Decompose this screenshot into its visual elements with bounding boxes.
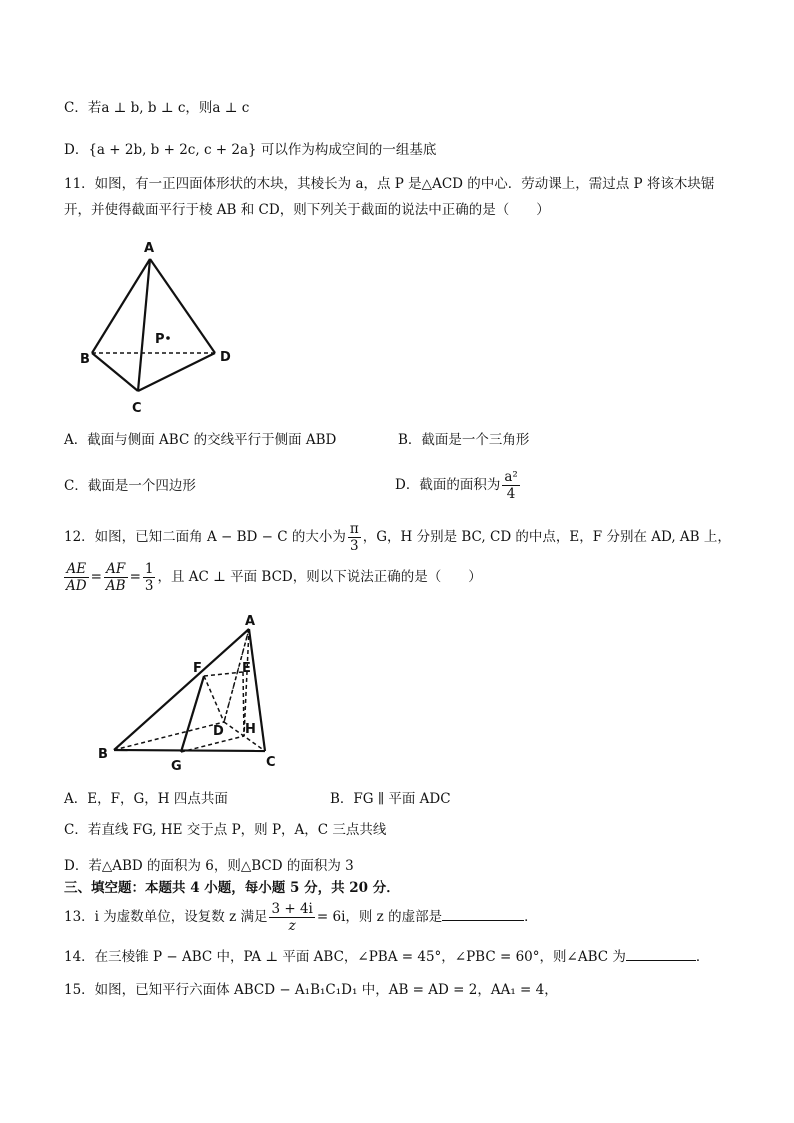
q14-text: ． [695, 949, 710, 965]
q12-option-c: C．若直线 FG, HE 交于点 P，则 P，A，C 三点共线 [64, 822, 387, 838]
q12-text: ，G，H 分别是 BC, CD 的中点，E，F 分别在 AD, AB 上， [362, 529, 731, 545]
fraction-denominator: z [288, 918, 296, 934]
fraction-numerator: 1 [144, 561, 154, 577]
segment-fd [204, 676, 224, 722]
prev-option-c [64, 98, 249, 118]
q11-line2: 开，并使得截面平行于棱 AB 和 CD，则下列关于截面的说法中正确的是（ ） [64, 202, 550, 218]
point-label-e: E [242, 661, 251, 676]
area-fraction [502, 469, 519, 502]
point-label-p: P [155, 332, 165, 347]
point-label-f: F [193, 661, 202, 676]
answer-blank[interactable] [442, 906, 524, 921]
vertex-label-b: B [80, 352, 90, 367]
option-text: D．截面的面积为 [395, 477, 501, 493]
q14-text: 14．在三棱锥 P − ABC 中，PA ⊥ 平面 ABC，∠PBA = 45°，∠PBC = 60°，则∠ABC 为 [64, 949, 626, 965]
q12-option-d: D．若△ABD 的面积为 6，则△BCD 的面积为 3 [64, 858, 354, 874]
edge-bc [92, 353, 138, 391]
vertex-label-d: D [220, 350, 231, 365]
equals-sign: = [90, 569, 102, 585]
option-label: D． [64, 142, 89, 158]
edge-cd [138, 353, 215, 391]
fraction-numerator: 3 + 4i [271, 901, 313, 917]
q13-fraction [269, 901, 314, 934]
prev-option-d [64, 140, 436, 160]
vertex-label-a: A [245, 614, 256, 629]
q12-text: ，且 AC ⊥ 平面 BCD，则以下说法正确的是（ ） [157, 569, 482, 585]
equals-sign: = [129, 569, 141, 585]
point-label-g: G [171, 759, 182, 774]
q13-text: 13．i 为虚数单位，设复数 z 满足 [64, 909, 268, 925]
q12-option-b: B．FG ∥ 平面 ADC [330, 791, 451, 807]
q13-text: ． [524, 909, 538, 925]
edge-ac [138, 259, 150, 391]
q11-option-c: C．截面是一个四边形 [64, 478, 196, 494]
option-text: 若a ⊥ b, b ⊥ c，则a ⊥ c [87, 100, 250, 116]
q13-text: = 6i，则 z 的虚部是 [316, 909, 443, 925]
answer-blank[interactable] [626, 946, 696, 961]
q12-option-a: A．E，F，G，H 四点共面 [64, 791, 228, 807]
q12-pyramid-figure [92, 614, 292, 778]
q15: 15．如图，已知平行六面体 ABCD − A₁B₁C₁D₁ 中，AB = AD = 2，AA₁ = 4， [64, 982, 558, 998]
point-label-h: H [245, 722, 256, 737]
fraction-numerator: AE [64, 561, 89, 578]
q11-option-b: B．截面是一个三角形 [398, 432, 530, 448]
vertex-label-a: A [144, 241, 155, 256]
fraction-denominator: 3 [350, 538, 359, 554]
q11-tetrahedron-figure [76, 232, 246, 418]
ratio-af-ab [104, 561, 128, 594]
segment-eh [243, 672, 244, 736]
q14 [64, 946, 709, 967]
ratio-ae-ad [64, 561, 89, 594]
point-p [166, 336, 170, 340]
q12-line1 [64, 518, 731, 556]
q11-option-d [395, 466, 522, 504]
angle-fraction [348, 521, 361, 554]
vertex-label-c: C [132, 401, 142, 416]
vertex-label-d: D [213, 724, 224, 739]
fraction-denominator: 3 [144, 578, 154, 594]
fraction-numerator: AF [104, 561, 128, 578]
q11-line1: 11．如图，有一正四面体形状的木块，其棱长为 a，点 P 是△ACD 的中心．劳动课上，需过点 P 将该木块锯 [64, 176, 715, 192]
vertex-label-c: C [266, 755, 276, 770]
q12-text: 12．如图，已知二面角 A − BD − C 的大小为 [64, 529, 346, 545]
fraction-numerator: π [349, 521, 359, 537]
fraction-denominator: AB [105, 578, 126, 594]
section-3-heading: 三、填空题：本题共 4 小题，每小题 5 分，共 20 分． [64, 880, 400, 896]
q11-option-a: A．截面与侧面 ABC 的交线平行于侧面 ABD [64, 432, 337, 448]
fraction-numerator: a² [504, 469, 518, 485]
vertex-label-b: B [98, 747, 108, 762]
fraction-denominator: AD [66, 578, 87, 594]
edge-ab [114, 629, 249, 750]
edge-ab [92, 259, 150, 353]
option-text: {a + 2b, b + 2c, c + 2a} 可以作为构成空间的一组基底 [88, 142, 437, 158]
fraction-denominator: 4 [506, 486, 516, 502]
ratio-one-third [143, 561, 156, 594]
q12-line2 [62, 558, 482, 596]
q13 [64, 898, 538, 936]
option-label: C． [64, 100, 88, 116]
